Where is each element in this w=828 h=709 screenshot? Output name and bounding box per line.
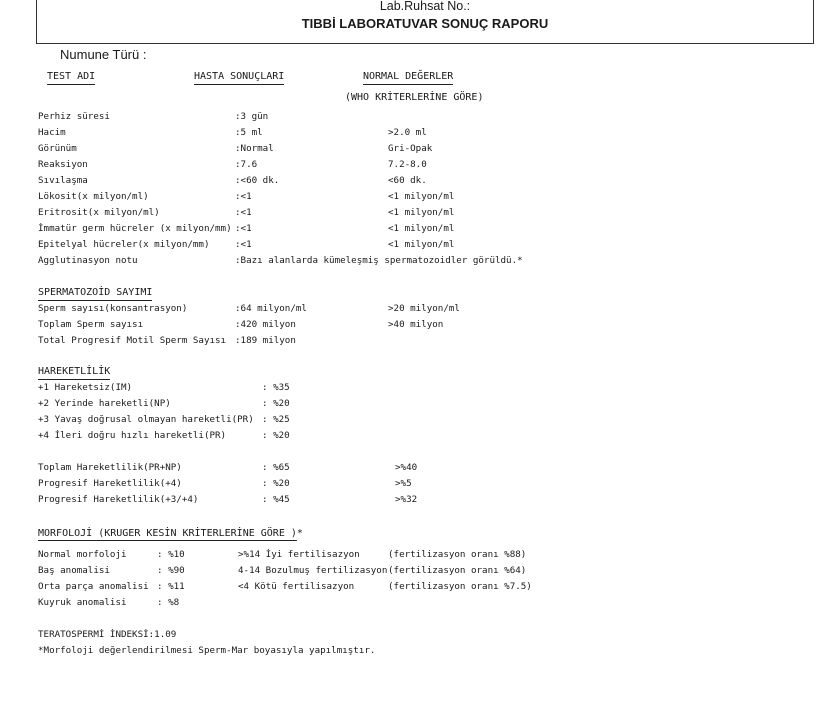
row-value: :<1 — [235, 207, 252, 218]
row-value: : %25 — [262, 414, 290, 425]
sample-type-label: Numune Türü : — [60, 47, 147, 62]
row-rate: (fertilizasyon oranı %64) — [388, 565, 527, 576]
row-value: : %10 — [157, 549, 185, 560]
report-header-box — [36, 0, 814, 44]
section-title-morphology — [38, 528, 303, 540]
morphology-title-text: MORFOLOJİ (KRUGER KESİN KRİTERLERİNE GÖRE ) — [38, 528, 297, 539]
row-ref: <1 milyon/ml — [388, 223, 455, 234]
row-ref: >%5 — [395, 478, 412, 489]
row-ref: >20 milyon/ml — [388, 303, 460, 314]
column-header-normal-sub: (WHO KRİTERLERİNE GÖRE) — [345, 92, 484, 103]
row-name: Orta parça anomalisi — [38, 581, 149, 592]
row-name: Eritrosit(x milyon/ml) — [38, 207, 160, 218]
row-value: : %8 — [157, 597, 180, 608]
row-ref: <1 milyon/ml — [388, 191, 455, 202]
row-value: : %20 — [262, 398, 290, 409]
row-name: +2 Yerinde hareketli(NP) — [38, 398, 171, 409]
row-name: Agglutinasyon notu — [38, 255, 138, 266]
row-value: :3 gün — [235, 111, 269, 122]
row-ref: >40 milyon — [388, 319, 444, 330]
morphology-title-suffix: * — [296, 528, 303, 539]
row-ref: Gri-Opak — [388, 143, 433, 154]
row-value: : %65 — [262, 462, 290, 473]
row-value: :64 milyon/ml — [235, 303, 307, 314]
row-ref: <1 milyon/ml — [388, 207, 455, 218]
row-value: : %35 — [262, 382, 290, 393]
row-value: : %45 — [262, 494, 290, 505]
row-value: :Normal — [235, 143, 274, 154]
row-name: +4 İleri doğru hızlı hareketli(PR) — [38, 430, 227, 441]
row-value: : %20 — [262, 478, 290, 489]
row-name: +3 Yavaş doğrusal olmayan hareketli(PR) — [38, 414, 254, 425]
row-name: İmmatür germ hücreler (x milyon/mm) — [38, 223, 232, 234]
row-name: Sıvılaşma — [38, 175, 88, 186]
row-value: :<1 — [235, 223, 252, 234]
row-value: :420 milyon — [235, 319, 296, 330]
row-name: Normal morfoloji — [38, 549, 127, 560]
row-ref: 4-14 Bozulmuş fertilizasyon — [238, 565, 388, 576]
column-header-normal: NORMAL DEĞERLER — [363, 71, 453, 85]
row-value: : %90 — [157, 565, 185, 576]
row-ref: >%32 — [395, 494, 418, 505]
row-value: : %20 — [262, 430, 290, 441]
row-name: Progresif Hareketlilik(+3/+4) — [38, 494, 199, 505]
row-name: Toplam Hareketlilik(PR+NP) — [38, 462, 182, 473]
row-ref: >2.0 ml — [388, 127, 427, 138]
row-name: Reaksiyon — [38, 159, 88, 170]
row-value: :189 milyon — [235, 335, 296, 346]
footnote: *Morfoloji değerlendirilmesi Sperm-Mar boyasıyla yapılmıştır. — [38, 645, 376, 656]
row-name: +1 Hareketsiz(IM) — [38, 382, 133, 393]
row-ref: <60 dk. — [388, 175, 427, 186]
row-rate: (fertilizasyon oranı %88) — [388, 549, 527, 560]
row-value: :Bazı alanlarda kümeleşmiş spermatozoidler görüldü.* — [235, 255, 523, 266]
lab-license-label: Lab.Ruhsat No.: — [379, 0, 471, 13]
row-value: :7.6 — [235, 159, 258, 170]
row-name: Lökosit(x milyon/ml) — [38, 191, 149, 202]
row-name: Progresif Hareketlilik(+4) — [38, 478, 182, 489]
row-name: Baş anomalisi — [38, 565, 110, 576]
column-header-result: HASTA SONUÇLARI — [194, 71, 284, 85]
index-value: :1.09 — [148, 629, 177, 640]
row-name: Toplam Sperm sayısı — [38, 319, 144, 330]
row-rate: (fertilizasyon oranı %7.5) — [388, 581, 532, 592]
row-ref: <1 milyon/ml — [388, 239, 455, 250]
row-name: Total Progresif Motil Sperm Sayısı — [38, 335, 227, 346]
row-ref: <4 Kötü fertilisazyon — [238, 581, 355, 592]
row-name: Perhiz süresi — [38, 111, 110, 122]
row-ref: >%40 — [395, 462, 418, 473]
row-value: :<60 dk. — [235, 175, 280, 186]
section-title-motility: HAREKETLİLİK — [38, 366, 110, 380]
row-value: :<1 — [235, 239, 252, 250]
row-name: Kuyruk anomalisi — [38, 597, 127, 608]
index-label: TERATOSPERMİ İNDEKSİ — [38, 629, 149, 640]
teratospermia-index — [38, 629, 176, 641]
report-title: TIBBİ LABORATUVAR SONUÇ RAPORU — [301, 16, 549, 31]
row-value: : %11 — [157, 581, 185, 592]
row-name: Sperm sayısı(konsantrasyon) — [38, 303, 188, 314]
row-ref: >%14 İyi fertilisazyon — [238, 549, 360, 560]
row-name: Hacim — [38, 127, 66, 138]
section-title-count: SPERMATOZOİD SAYIMI — [38, 287, 152, 301]
row-name: Görünüm — [38, 143, 77, 154]
row-name: Epitelyal hücreler(x milyon/mm) — [38, 239, 210, 250]
row-value: :5 ml — [235, 127, 263, 138]
column-header-test: TEST ADI — [47, 71, 95, 85]
row-value: :<1 — [235, 191, 252, 202]
row-ref: 7.2-8.0 — [388, 159, 427, 170]
